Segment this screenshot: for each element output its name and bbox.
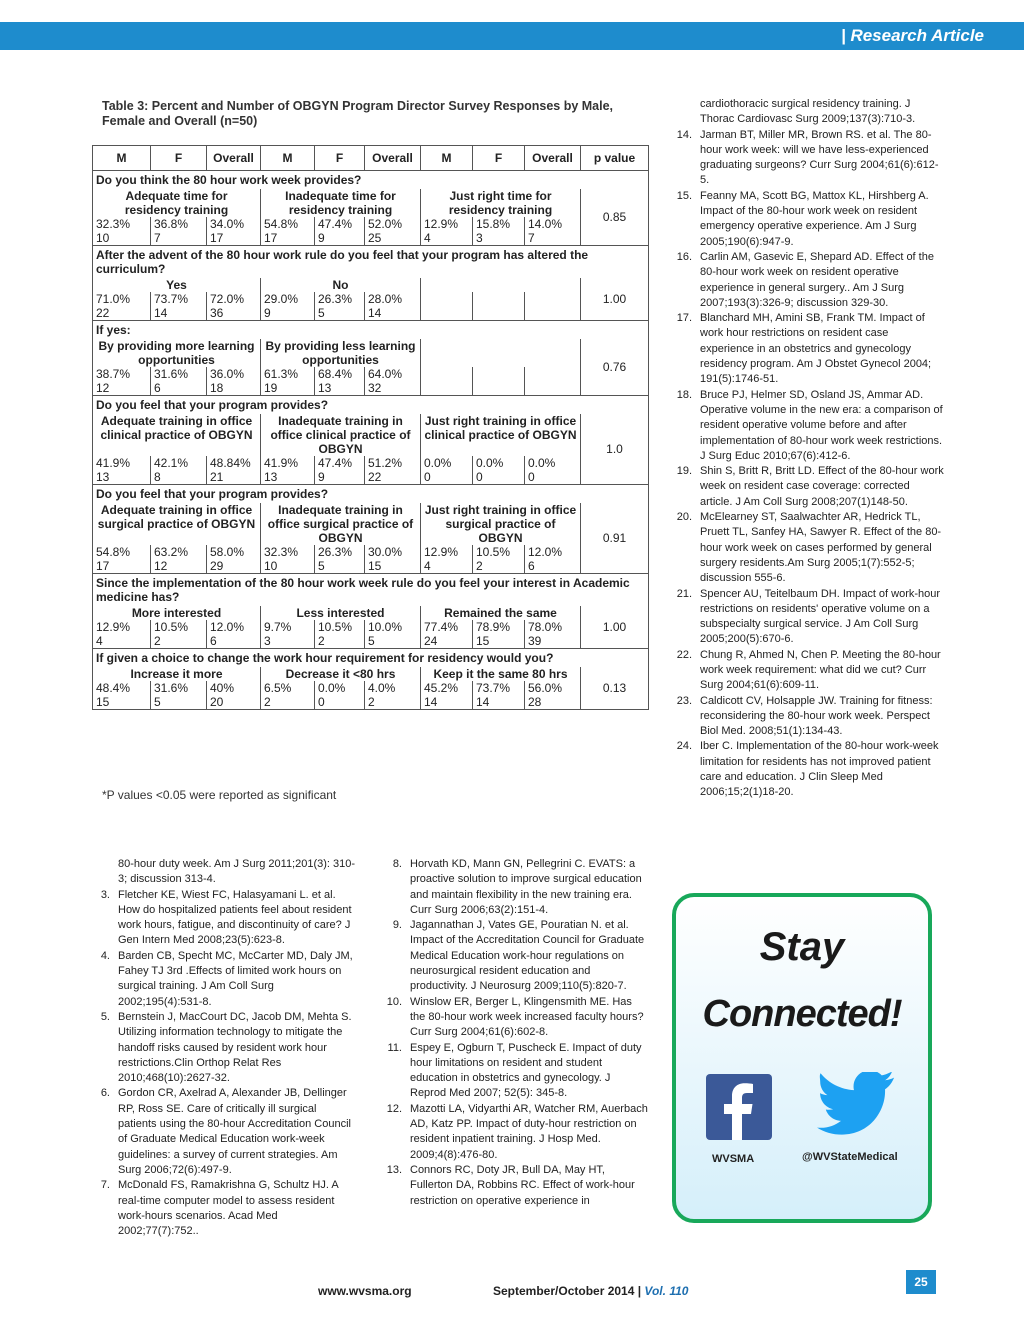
count-cell: 28 — [525, 695, 581, 710]
count-cell: 12 — [93, 381, 151, 396]
percent-cell: 40% — [207, 681, 261, 695]
reference-number: 9. — [392, 919, 402, 932]
column-header: F — [315, 146, 365, 171]
reference-item — [668, 189, 944, 250]
count-cell: 14 — [365, 306, 421, 321]
count-cell: 7 — [525, 231, 581, 246]
percent-cell: 28.0% — [365, 292, 421, 306]
twitter-handle: @WVStateMedical — [802, 1151, 898, 1163]
percent-cell: 78.0% — [525, 620, 581, 634]
question-text: Since the implementation of the 80 hour work week rule do you feel your interest in Academic medicine has? — [93, 574, 649, 607]
percent-cell: 15.8% — [473, 217, 525, 231]
reference-item — [86, 949, 358, 1010]
percent-cell: 63.2% — [151, 545, 207, 559]
reference-text: Gordon CR, Axelrad A, Alexander JB, Dellinger RP, Ross SE. Care of critically ill surgical patients using the 80-hour Accreditation Council of Graduate Medical Education work-week guidelines: a survey of current strategies. Am Surg 2006;72(6):497-9. — [118, 1087, 351, 1176]
footer-volume: Vol. 110 — [644, 1284, 689, 1298]
count-cell: 0 — [473, 470, 525, 485]
count-cell: 15 — [473, 634, 525, 649]
reference-number: 5. — [100, 1010, 110, 1023]
column-header: M — [421, 146, 473, 171]
reference-text: Espey E, Ogburn T, Puscheck E. Impact of duty hour limitations on resident and student education in obstetrics and gynecology. J Reprod Med 2007; 52(5): 345-8. — [410, 1041, 642, 1100]
count-cell: 12 — [151, 559, 207, 574]
footer-issue — [493, 1284, 688, 1298]
percent-cell: 0.0% — [421, 456, 473, 470]
reference-text: Bernstein J, MacCourt DC, Jacob DM, Mehta S. Utilizing information technology to mitigate the handoff risks caused by resident work hour restrictions.Clin Orthop Relat Res 2010;468(10):2627-32. — [118, 1010, 352, 1085]
response-option: Inadequate training in office surgical practice of OBGYN — [261, 503, 421, 545]
column-header: p value — [581, 146, 649, 171]
count-cell: 24 — [421, 634, 473, 649]
reference-number: 12. — [386, 1102, 402, 1115]
count-cell: 29 — [207, 559, 261, 574]
column-header: F — [151, 146, 207, 171]
percent-cell: 32.3% — [261, 545, 315, 559]
count-cell: 0 — [315, 695, 365, 710]
count-cell: 15 — [93, 695, 151, 710]
response-option: Inadequate training in office clinical practice of OBGYN — [261, 414, 421, 456]
percent-cell: 47.4% — [315, 456, 365, 470]
p-value: 1.0 — [581, 414, 649, 485]
reference-item — [378, 918, 648, 994]
count-cell: 13 — [261, 470, 315, 485]
count-cell: 9 — [261, 306, 315, 321]
percent-cell: 47.4% — [315, 217, 365, 231]
count-cell — [421, 381, 473, 396]
question-text: Do you feel that your program provides? — [93, 485, 649, 504]
response-option: Yes — [93, 278, 261, 292]
reference-number: 10. — [386, 995, 402, 1008]
reference-number: 18. — [676, 388, 692, 401]
percent-cell: 10.0% — [365, 620, 421, 634]
reference-number: 6. — [100, 1087, 110, 1100]
reference-text: McElearney ST, Saalwachter AR, Hedrick TL, Pruett TL, Sanfey HA, Sawyer R. Effect of the 80-hour work week on cases performed by general surgery residents.Am Surg 2005;1(7):552-5; discussion 555-6. — [700, 511, 942, 585]
percent-cell: 12.9% — [421, 545, 473, 559]
count-cell: 15 — [365, 559, 421, 574]
count-cell: 10 — [93, 231, 151, 246]
percent-cell: 45.2% — [421, 681, 473, 695]
percent-cell: 78.9% — [473, 620, 525, 634]
reference-text: Shin S, Britt R, Britt LD. Effect of the 80-hour work week on resident case coverage: corrected article. J Am Coll Surg 2008;207(1)148-50. — [700, 465, 944, 508]
count-cell: 5 — [151, 695, 207, 710]
column-header: Overall — [365, 146, 421, 171]
reference-number: 4. — [100, 949, 110, 962]
question-text: If given a choice to change the work hour requirement for residency would you? — [93, 649, 649, 668]
reference-number: 23. — [676, 694, 692, 707]
response-option: Adequate time for residency training — [93, 189, 261, 217]
reference-item — [668, 694, 944, 740]
count-cell: 2 — [365, 695, 421, 710]
reference-text: McDonald FS, Ramakrishna G, Schultz HJ. A real-time computer model to assess resident work-hours scenarios. Acad Med 2002;77(7):752.. — [118, 1179, 339, 1238]
percent-cell: 0.0% — [315, 681, 365, 695]
column-header: F — [473, 146, 525, 171]
count-cell: 17 — [207, 231, 261, 246]
reference-number: 17. — [676, 312, 692, 325]
percent-cell: 14.0% — [525, 217, 581, 231]
survey-table — [92, 145, 649, 710]
count-cell: 19 — [261, 381, 315, 396]
reference-item — [668, 311, 944, 387]
column-header: M — [261, 146, 315, 171]
count-cell: 14 — [421, 695, 473, 710]
reference-number: 21. — [676, 587, 692, 600]
count-cell: 4 — [421, 559, 473, 574]
percent-cell: 41.9% — [93, 456, 151, 470]
response-option — [421, 278, 581, 292]
reference-number: 3. — [100, 888, 110, 901]
count-cell: 13 — [315, 381, 365, 396]
column-header: Overall — [525, 146, 581, 171]
reference-item — [668, 739, 944, 800]
reference-text: Mazotti LA, Vidyarthi AR, Watcher RM, Auerbach AD, Katz PP. Impact of duty-hour restriction on resident inpatient training. J Hosp Med. 2009;4(8):476-80. — [410, 1102, 648, 1161]
reference-item — [378, 1102, 648, 1163]
response-option — [421, 339, 581, 367]
question-text: After the advent of the 80 hour work rule do you feel that your program has altered the curriculum? — [93, 246, 649, 279]
header-bar — [0, 22, 1024, 50]
count-cell: 36 — [207, 306, 261, 321]
percent-cell: 12.9% — [421, 217, 473, 231]
percent-cell — [525, 367, 581, 381]
percent-cell: 72.0% — [207, 292, 261, 306]
column-header: M — [93, 146, 151, 171]
count-cell: 21 — [207, 470, 261, 485]
percent-cell: 54.8% — [93, 545, 151, 559]
percent-cell: 12.9% — [93, 620, 151, 634]
reference-number: 8. — [392, 858, 402, 870]
facebook-icon[interactable] — [706, 1074, 772, 1140]
reference-text: Blanchard MH, Amini SB, Frank TM. Impact of work hour restrictions on resident case experience in an obstetrics and gynecology residency program. Am J Obstet Gynecol 2004; 191(5):1746-51. — [700, 312, 932, 386]
percent-cell: 48.84% — [207, 456, 261, 470]
reference-item — [86, 1086, 358, 1178]
percent-cell: 4.0% — [365, 681, 421, 695]
reference-item — [668, 648, 944, 694]
percent-cell: 26.3% — [315, 545, 365, 559]
percent-cell: 38.7% — [93, 367, 151, 381]
reference-item — [86, 888, 358, 949]
twitter-icon[interactable] — [816, 1072, 896, 1143]
p-value: 1.00 — [581, 278, 649, 321]
percent-cell: 71.0% — [93, 292, 151, 306]
reference-item — [668, 464, 944, 510]
reference-text: Feanny MA, Scott BG, Mattox KL, Hirshberg A. Impact of the 80-hour work week on resident emergency operative experience. Am J Surg 2005;190(6):947-9. — [700, 189, 929, 248]
percent-cell: 73.7% — [473, 681, 525, 695]
percent-cell: 6.5% — [261, 681, 315, 695]
count-cell: 8 — [151, 470, 207, 485]
reference-item — [668, 250, 944, 311]
reference-item — [668, 388, 944, 464]
percent-cell: 52.0% — [365, 217, 421, 231]
percent-cell: 32.3% — [93, 217, 151, 231]
stay-connected-box — [672, 893, 932, 1223]
percent-cell — [421, 367, 473, 381]
reference-item — [86, 1178, 358, 1239]
count-cell: 2 — [151, 634, 207, 649]
response-option: Adequate training in office clinical practice of OBGYN — [93, 414, 261, 456]
percent-cell: 30.0% — [365, 545, 421, 559]
percent-cell: 10.5% — [473, 545, 525, 559]
reference-number: 14. — [676, 128, 692, 141]
count-cell — [473, 306, 525, 321]
count-cell: 13 — [93, 470, 151, 485]
question-text: Do you feel that your program provides? — [93, 396, 649, 415]
response-option: Less interested — [261, 606, 421, 620]
reference-number: 13. — [386, 1163, 402, 1176]
count-cell: 20 — [207, 695, 261, 710]
column-header: Overall — [207, 146, 261, 171]
reference-text: Winslow ER, Berger L, Klingensmith ME. Has the 80-hour work week increased faculty hours? Curr Surg 2004;61(6):602-8. — [410, 995, 644, 1039]
count-cell: 39 — [525, 634, 581, 649]
question-text: If yes: — [93, 321, 649, 340]
count-cell: 9 — [315, 231, 365, 246]
reference-text: Caldicott CV, Holsapple JW. Training for fitness: reconsidering the 80-hour work week. Perspect Biol Med. 2008;51(1):134-43. — [700, 694, 933, 738]
reference-text: Iber C. Implementation of the 80-hour work-week limitation for residents has not improved patient care and education. J Clin Sleep Med 2006;15;2(1)18-20. — [700, 740, 939, 799]
percent-cell: 54.8% — [261, 217, 315, 231]
response-option: By providing less learning opportunities — [261, 339, 421, 367]
count-cell: 2 — [261, 695, 315, 710]
reference-item — [378, 995, 648, 1041]
percent-cell: 29.0% — [261, 292, 315, 306]
reference-text: Bruce PJ, Helmer SD, Osland JS, Ammar AD. Operative volume in the new era: a comparison of resident operative volume before and after implementation of 80-hour work week restrictions. J Surg Educ 2010;67(6):412-6. — [700, 388, 943, 462]
count-cell — [473, 381, 525, 396]
percent-cell — [525, 292, 581, 306]
count-cell: 14 — [151, 306, 207, 321]
reference-item — [668, 97, 944, 128]
count-cell: 17 — [261, 231, 315, 246]
percent-cell: 77.4% — [421, 620, 473, 634]
reference-item — [378, 1163, 648, 1209]
response-option: Keep it the same 80 hrs — [421, 667, 581, 681]
percent-cell: 68.4% — [315, 367, 365, 381]
question-text: Do you think the 80 hour work week provides? — [93, 171, 649, 190]
reference-number: 7. — [100, 1179, 110, 1192]
count-cell: 0 — [421, 470, 473, 485]
percent-cell: 61.3% — [261, 367, 315, 381]
response-option: Adequate training in office surgical practice of OBGYN — [93, 503, 261, 545]
count-cell: 25 — [365, 231, 421, 246]
references-middle — [378, 857, 648, 1209]
reference-text: 80-hour duty week. Am J Surg 2011;201(3): 310-3; discussion 313-4. — [118, 858, 356, 886]
facebook-handle: WVSMA — [712, 1153, 755, 1165]
response-option: Just right time for residency training — [421, 189, 581, 217]
references-right — [668, 97, 944, 801]
count-cell: 32 — [365, 381, 421, 396]
p-value: 0.85 — [581, 189, 649, 246]
percent-cell — [473, 292, 525, 306]
section-label: | Research Article — [840, 26, 984, 45]
percent-cell: 73.7% — [151, 292, 207, 306]
count-cell: 22 — [93, 306, 151, 321]
reference-number: 16. — [676, 250, 692, 263]
percent-cell: 9.7% — [261, 620, 315, 634]
count-cell: 3 — [261, 634, 315, 649]
percent-cell: 51.2% — [365, 456, 421, 470]
percent-cell: 36.0% — [207, 367, 261, 381]
promo-line-1: Stay — [759, 925, 845, 969]
response-option: More interested — [93, 606, 261, 620]
response-option: Just right training in office clinical practice of OBGYN — [421, 414, 581, 456]
p-value: 0.13 — [581, 667, 649, 710]
reference-item — [378, 1041, 648, 1102]
count-cell — [525, 306, 581, 321]
percent-cell: 64.0% — [365, 367, 421, 381]
count-cell: 18 — [207, 381, 261, 396]
references-left — [86, 857, 358, 1239]
reference-number: 20. — [676, 511, 692, 524]
count-cell: 9 — [315, 470, 365, 485]
count-cell: 10 — [261, 559, 315, 574]
percent-cell: 10.5% — [315, 620, 365, 634]
percent-cell: 0.0% — [525, 456, 581, 470]
count-cell — [421, 306, 473, 321]
reference-item — [86, 1010, 358, 1086]
footer-site: www.wvsma.org — [318, 1284, 412, 1298]
reference-number: 19. — [676, 465, 692, 478]
reference-number: 15. — [676, 189, 692, 202]
table-caption: Table 3: Percent and Number of OBGYN Program Director Survey Responses by Male, Female and Overall (n=50) — [102, 99, 614, 128]
p-value: 1.00 — [581, 606, 649, 649]
percent-cell: 36.8% — [151, 217, 207, 231]
percent-cell: 0.0% — [473, 456, 525, 470]
response-option: Increase it more — [93, 667, 261, 681]
reference-text: Barden CB, Specht MC, McCarter MD, Daly JM, Fahey TJ 3rd .Effects of limited work hours on surgical training. J Am Coll Surg 2002;195(4):531-8. — [118, 949, 353, 1008]
reference-item — [668, 510, 944, 586]
response-option: Decrease it <80 hrs — [261, 667, 421, 681]
percent-cell — [421, 292, 473, 306]
percent-cell — [473, 367, 525, 381]
count-cell: 22 — [365, 470, 421, 485]
count-cell: 5 — [315, 306, 365, 321]
p-value: 0.91 — [581, 503, 649, 574]
reference-text: Fletcher KE, Wiest FC, Halasyamani L. et al. How do hospitalized patients feel about resident work hours, fatigue, and discontinuity of care? J Gen Intern Med 2008;23(5):623-8. — [118, 888, 352, 947]
percent-cell: 31.6% — [151, 367, 207, 381]
reference-text: Chung R, Ahmed N, Chen P. Meeting the 80-hour work week requirement: what did we cut? Curr Surg 2004;61(6):609-11. — [700, 648, 941, 692]
reference-item — [668, 128, 944, 189]
reference-number — [668, 97, 700, 128]
percent-cell: 12.0% — [525, 545, 581, 559]
reference-item — [378, 857, 648, 918]
percent-cell: 34.0% — [207, 217, 261, 231]
reference-number: 22. — [676, 648, 692, 661]
count-cell: 4 — [421, 231, 473, 246]
percent-cell: 56.0% — [525, 681, 581, 695]
reference-text: Jagannathan J, Vates GE, Pouratian N. et al. Impact of the Accreditation Council for Graduate Medical Education work-hour regulations on neurosurgical resident education and productivity. J Neurosurg 2009;110(5):820-7. — [410, 919, 645, 993]
count-cell: 6 — [207, 634, 261, 649]
response-option: By providing more learning opportunities — [93, 339, 261, 367]
reference-text: cardiothoracic surgical residency training. J Thorac Cardiovasc Surg 2009;137(3):710-3. — [700, 98, 916, 126]
count-cell: 14 — [473, 695, 525, 710]
reference-text: Spencer AU, Teitelbaum DH. Impact of work-hour restrictions on residents' operative volume on a subspecialty surgical service. J Am Coll Surg 2005;200(5):670-6. — [700, 587, 941, 646]
response-option: Remained the same — [421, 606, 581, 620]
count-cell: 17 — [93, 559, 151, 574]
count-cell: 5 — [365, 634, 421, 649]
percent-cell: 42.1% — [151, 456, 207, 470]
count-cell: 4 — [93, 634, 151, 649]
response-option: Just right training in office surgical practice of OBGYN — [421, 503, 581, 545]
reference-text: Connors RC, Doty JR, Bull DA, May HT, Fullerton DA, Robbins RC. Effect of work-hour restriction on operative experience in — [410, 1163, 635, 1207]
count-cell: 6 — [151, 381, 207, 396]
page-number: 25 — [906, 1270, 936, 1294]
response-option: No — [261, 278, 421, 292]
reference-number: 24. — [676, 740, 692, 753]
count-cell: 0 — [525, 470, 581, 485]
table-footnote: *P values <0.05 were reported as significant — [102, 788, 337, 802]
count-cell — [525, 381, 581, 396]
response-option: Inadequate time for residency training — [261, 189, 421, 217]
count-cell: 2 — [473, 559, 525, 574]
percent-cell: 58.0% — [207, 545, 261, 559]
reference-item — [86, 857, 358, 888]
percent-cell: 41.9% — [261, 456, 315, 470]
percent-cell: 26.3% — [315, 292, 365, 306]
footer-date: September/October 2014 | — [493, 1284, 645, 1298]
reference-text: Horvath KD, Mann GN, Pellegrini C. EVATS: a proactive solution to improve surgical education and maintain flexibility in the new training era. Curr Surg 2006;63(2):151-4. — [410, 858, 642, 916]
reference-number — [86, 857, 118, 888]
percent-cell: 48.4% — [93, 681, 151, 695]
count-cell: 7 — [151, 231, 207, 246]
count-cell: 2 — [315, 634, 365, 649]
p-value: 0.76 — [581, 339, 649, 396]
reference-text: Jarman BT, Miller MR, Brown RS. et al. The 80-hour work week: will we have less-experienced graduating surgeons? Curr Surg 2004;61(6):612-5. — [700, 128, 939, 187]
reference-item — [668, 587, 944, 648]
percent-cell: 31.6% — [151, 681, 207, 695]
promo-line-2: Connected! — [702, 993, 902, 1035]
reference-number: 11. — [387, 1041, 402, 1054]
count-cell: 5 — [315, 559, 365, 574]
reference-text: Carlin AM, Gasevic E, Shepard AD. Effect of the 80-hour work week on resident operative experience in general surgery.. Am J Surg 2007;193(3):326-9; discussion 329-30. — [700, 250, 934, 309]
percent-cell: 10.5% — [151, 620, 207, 634]
percent-cell: 12.0% — [207, 620, 261, 634]
count-cell: 6 — [525, 559, 581, 574]
count-cell: 3 — [473, 231, 525, 246]
